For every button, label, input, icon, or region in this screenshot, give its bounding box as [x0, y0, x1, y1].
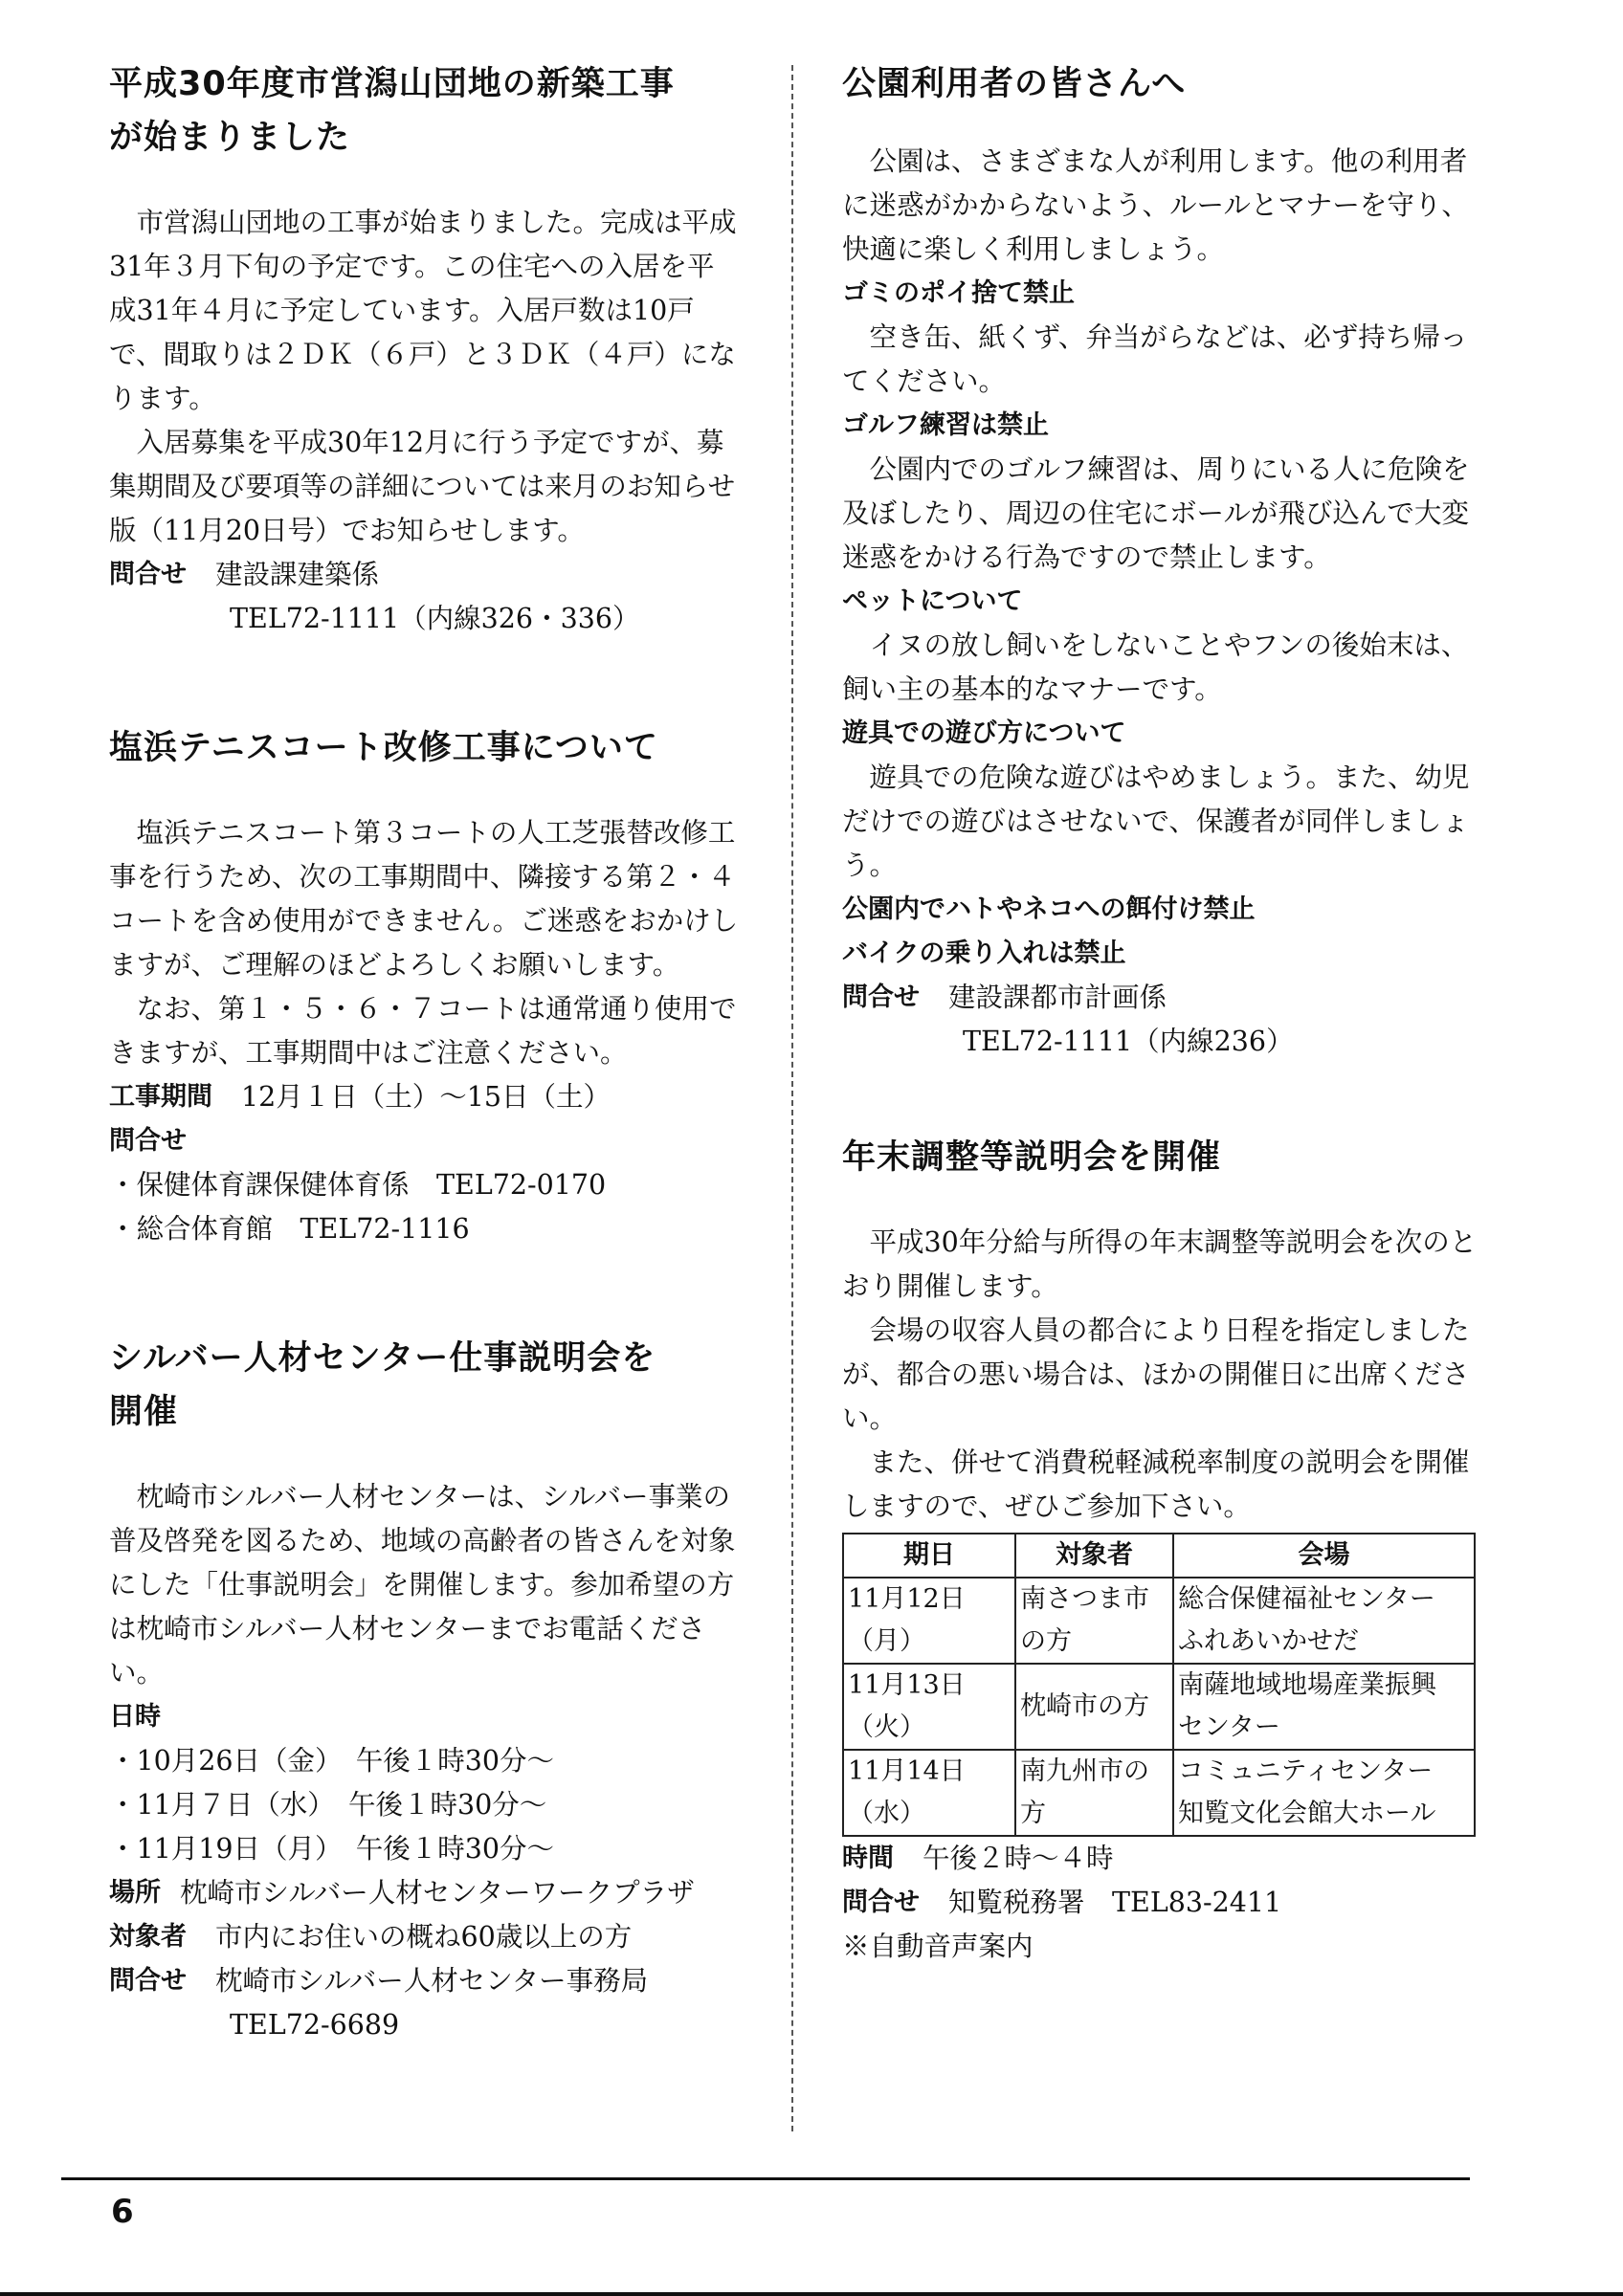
contact-row: [842, 1881, 1483, 1925]
venue-cell: [1173, 1750, 1475, 1836]
contact-row: [109, 1959, 741, 2003]
contact-value: 建設課建築係: [215, 559, 380, 590]
table-header: 対象者: [1015, 1534, 1173, 1578]
rule-heading: ゴルフ練習は禁止: [842, 410, 1049, 440]
date-cell: 11月13日（火）: [843, 1664, 1015, 1750]
rule-text: 空き缶、紙くず、弁当がらなどは、必ず持ち帰ってください。: [842, 321, 1468, 397]
column-divider: [791, 65, 793, 2131]
paragraph: なお、第１・５・６・７コートは通常通り使用できますが、工事期間中はご注意ください。: [109, 993, 737, 1069]
contact-value: 建設課都市計画係: [948, 982, 1167, 1013]
time-row: [842, 1837, 1483, 1881]
table-row: [843, 1664, 1475, 1750]
article-tennis-court: [109, 721, 741, 1251]
cell-line: センター: [1178, 1712, 1280, 1742]
cell-line: 知覧文化会館大ホール: [1178, 1799, 1436, 1828]
contact-value: 知覧税務署 TEL83-2411: [948, 1887, 1282, 1918]
rule-heading: ペットについて: [842, 586, 1023, 616]
rule-text: 遊具での危険な遊びはやめましょう。また、幼児だけでの遊びはさせないで、保護者が同伴しましょう。: [842, 762, 1470, 881]
rule-heading: 公園内でハトやネコへの餌付け禁止: [842, 894, 1256, 924]
page-number: 6: [111, 2193, 134, 2231]
contact-label: 問合せ: [842, 982, 920, 1012]
table-header: 会場: [1173, 1534, 1475, 1578]
place-row: [109, 1871, 741, 1915]
contact-row: [109, 553, 741, 597]
contact-tel: TEL72-1111（内線326・336）: [230, 603, 640, 634]
page-bottom-edge: [0, 2292, 1623, 2296]
contact-value: 枕崎市シルバー人材センター事務局: [215, 1965, 649, 1997]
article-silver-center: [109, 1332, 741, 2047]
paragraph: 枕崎市シルバー人材センターは、シルバー事業の普及啓発を図るため、地域の高齢者の皆さんを対象にした「仕事説明会」を開催します。参加希望の方は枕崎市シルバー人材センターまでお電話ください。: [109, 1481, 736, 1689]
cell-line: 方: [1020, 1799, 1046, 1828]
title-line: が始まりました: [109, 119, 351, 157]
cell-line: 南薩地域地場産業振興: [1178, 1670, 1436, 1700]
rule-heading: ゴミのポイ捨て禁止: [842, 278, 1075, 308]
left-column: [109, 57, 741, 2047]
article-title: [109, 1332, 741, 1439]
target-cell: [1015, 1750, 1173, 1836]
paragraph: 公園は、さまざまな人が利用します。他の利用者に迷惑がかからないよう、ルールとマナーを守り、快適に楽しく利用しましょう。: [842, 145, 1469, 265]
target-cell: [1015, 1578, 1173, 1664]
contact-item: ・保健体育課保健体育係 TEL72-0170: [109, 1169, 607, 1201]
rule-text: 公園内でのゴルフ練習は、周りにいる人に危険を及ぼしたり、周辺の住宅にボールが飛び込んで大変迷惑をかける行為ですので禁止します。: [842, 453, 1470, 573]
place-label: 場所: [109, 1878, 161, 1908]
contact-label: 問合せ: [109, 1126, 187, 1156]
date-cell: 11月12日（月）: [843, 1578, 1015, 1664]
contact-row: [842, 976, 1483, 1020]
article-park-users: [842, 57, 1483, 1064]
table-row: [843, 1578, 1475, 1664]
table-header: 期日: [843, 1534, 1015, 1578]
cell-line: 枕崎市の方: [1020, 1691, 1149, 1721]
contact-tel: TEL72-6689: [230, 2009, 400, 2041]
venue-cell: [1173, 1664, 1475, 1750]
period-value: 12月１日（土）～15日（土）: [241, 1081, 611, 1113]
target-value: 市内にお住いの概ね60歳以上の方: [215, 1921, 633, 1953]
article-year-end-adjustment: [842, 1131, 1483, 1969]
venue-cell: [1173, 1578, 1475, 1664]
time-value: 午後２時～４時: [923, 1843, 1114, 1874]
cell-line: 南九州市の: [1020, 1756, 1149, 1786]
target-cell: [1015, 1664, 1173, 1750]
article-title: 塩浜テニスコート改修工事について: [109, 729, 658, 767]
paragraph: 市営潟山団地の工事が始まりました。完成は平成31年３月下旬の予定です。この住宅への入居を平成31年４月に予定しています。入居戸数は10戸で、間取りは２ＤＫ（６戸）と３ＤＫ（４戸）になります。: [109, 207, 737, 414]
date-item: ・11月７日（水） 午後１時30分～: [109, 1789, 547, 1821]
article-title: [109, 57, 741, 165]
cell-line: コミュニティセンター: [1178, 1756, 1434, 1786]
target-label: 対象者: [109, 1922, 187, 1952]
footer-rule: [61, 2177, 1470, 2180]
table-row: [843, 1750, 1475, 1836]
cell-line: ふれあいかせだ: [1178, 1626, 1359, 1656]
rule-heading: バイクの乗り入れは禁止: [842, 938, 1126, 968]
time-label: 時間: [842, 1843, 894, 1873]
rule-heading: 遊具での遊び方について: [842, 718, 1126, 748]
title-line: 開催: [109, 1393, 179, 1431]
article-danchi-construction: [109, 57, 741, 641]
article-title: 年末調整等説明会を開催: [842, 1138, 1222, 1177]
contact-tel: TEL72-1111（内線236）: [963, 1026, 1294, 1057]
contact-label: 問合せ: [109, 560, 187, 589]
date-item: ・10月26日（金） 午後１時30分～: [109, 1745, 555, 1777]
article-title: 公園利用者の皆さんへ: [842, 65, 1187, 103]
date-item: ・11月19日（月） 午後１時30分～: [109, 1833, 555, 1865]
schedule-table: [842, 1533, 1476, 1837]
place-value: 枕崎市シルバー人材センターワークプラザ: [180, 1877, 695, 1909]
period-label: 工事期間: [109, 1082, 212, 1112]
period-row: [109, 1075, 741, 1119]
paragraph: 塩浜テニスコート第３コートの人工芝張替改修工事を行うため、次の工事期間中、隣接する第２・４コートを含め使用ができません。ご迷惑をおかけしますが、ご理解のほどよろしくお願いします。: [109, 817, 739, 981]
date-cell: 11月14日（水）: [843, 1750, 1015, 1836]
cell-line: の方: [1020, 1626, 1072, 1656]
rule-text: イヌの放し飼いをしないことやフンの後始末は、飼い主の基本的なマナーです。: [842, 629, 1469, 705]
cell-line: 南さつま市: [1020, 1584, 1149, 1614]
contact-label: 問合せ: [842, 1888, 920, 1917]
table-header-row: [843, 1534, 1475, 1578]
cell-line: 総合保健福祉センター: [1178, 1584, 1435, 1614]
paragraph: また、併せて消費税軽減税率制度の説明会を開催しますので、ぜひご参加下さい。: [842, 1446, 1470, 1522]
target-row: [109, 1915, 741, 1959]
contact-label: 問合せ: [109, 1966, 187, 1996]
title-line: シルバー人材センター仕事説明会を: [109, 1339, 656, 1378]
paragraph: 会場の収容人員の都合により日程を指定しましたが、都合の悪い場合は、ほかの開催日に出席ください。: [842, 1314, 1470, 1434]
note: ※自動音声案内: [842, 1931, 1034, 1962]
title-line: 平成30年度市営潟山団地の新築工事: [109, 65, 675, 103]
paragraph: 平成30年分給与所得の年末調整等説明会を次のとおり開催します。: [842, 1226, 1478, 1302]
contact-item: ・総合体育館 TEL72-1116: [109, 1213, 470, 1245]
datetime-label: 日時: [109, 1702, 161, 1732]
right-column: [842, 57, 1483, 1969]
paragraph: 入居募集を平成30年12月に行う予定ですが、募集期間及び要項等の詳細については来月のお知らせ版（11月20日号）でお知らせします。: [109, 427, 736, 546]
